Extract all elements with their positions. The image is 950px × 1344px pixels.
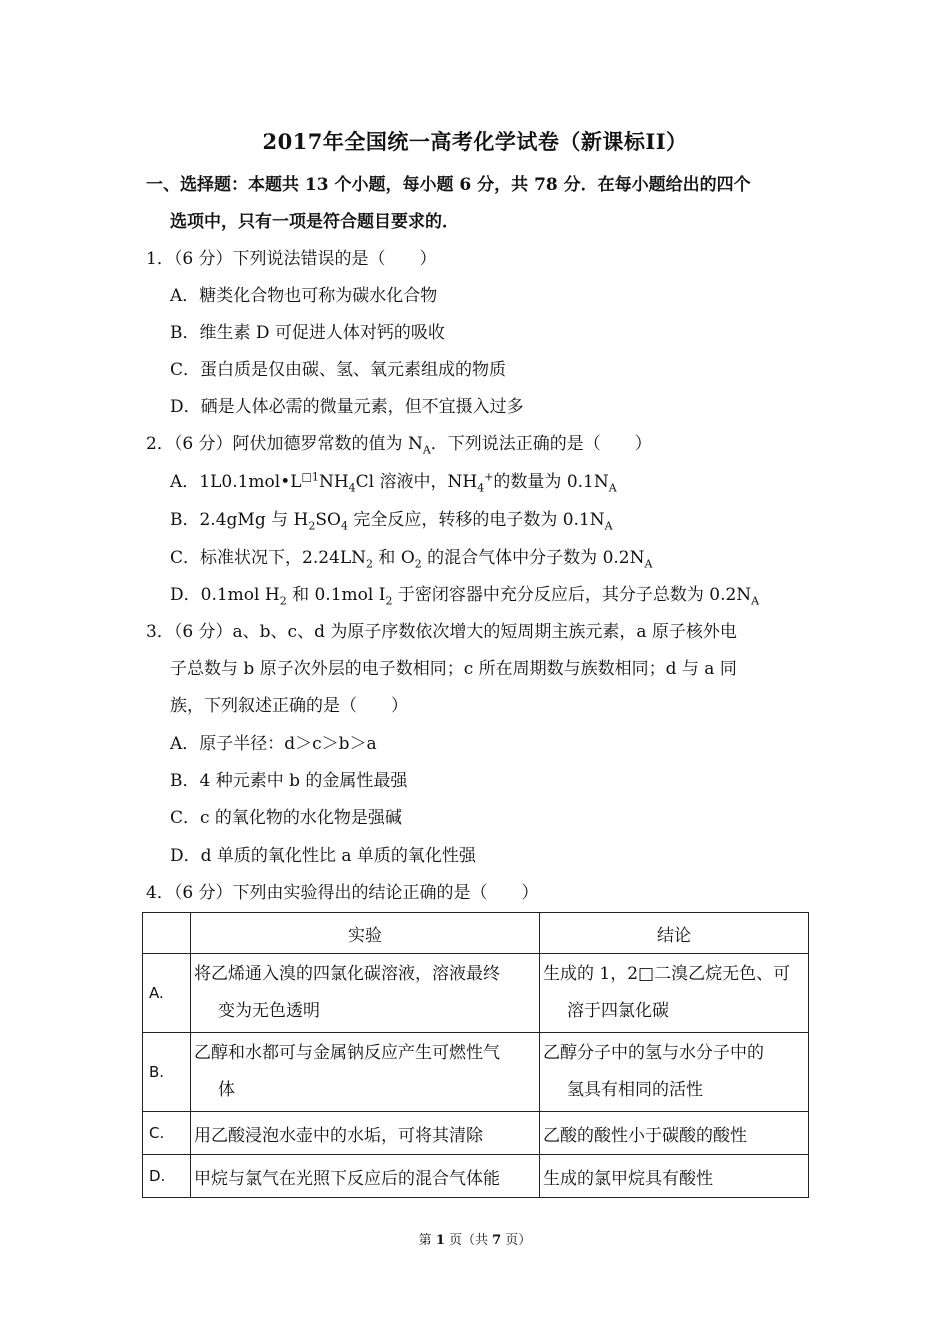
q1-option-b: B．维生素 D 可促进人体对钙的吸收 (170, 323, 445, 343)
conclusion-cell: 生成的 1，2□二溴乙烷无色、可 溶于四氯化碳 (540, 954, 809, 1033)
row-label: D. (143, 1155, 191, 1198)
page-footer: 第 1 页（共 7 页） (418, 1233, 532, 1248)
q2-option-d: D．0.1mol $H_2$ 和 0.1mol $I_2$ 于密闭容器中充分反应后，其分子总数为 $0.2N_A$ (170, 585, 760, 608)
table-header-blank (143, 913, 191, 954)
q3-stem-line3: 族，下列叙述正确的是（ ） (170, 696, 408, 716)
page-title: 2017年全国统一高考化学试卷（新课标II） (262, 129, 688, 154)
q1-option-d: D．硒是人体必需的微量元素，但不宜摄入过多 (170, 397, 524, 417)
experiment-cell: 甲烷与氯气在光照下反应后的混合气体能 (191, 1155, 540, 1198)
q4-stem: 4．（6 分）下列由实验得出的结论正确的是（ ） (146, 883, 539, 903)
experiment-cell: 乙醇和水都可与金属钠反应产生可燃性气 体 (191, 1033, 540, 1112)
q3-stem-line2: 子总数与 b 原子次外层的电子数相同；c 所在周期数与族数相同；d 与 a 同 (170, 659, 737, 679)
table-row (143, 1112, 809, 1155)
q3-option-c: C．c 的氧化物的水化物是强碱 (170, 808, 402, 828)
section-heading-line1: 一、选择题：本题共 13 个小题，每小题 6 分，共 78 分．在每小题给出的四个 (146, 175, 751, 195)
conclusion-cell: 生成的氯甲烷具有酸性 (540, 1155, 809, 1198)
q1-stem: 1．（6 分）下列说法错误的是（ ） (146, 249, 437, 269)
table-row (143, 954, 809, 1033)
row-label: B. (143, 1033, 191, 1112)
q1-option-c: C．蛋白质是仅由碳、氢、氧元素组成的物质 (170, 360, 507, 380)
row-label: A. (143, 954, 191, 1033)
table-row (143, 1033, 809, 1112)
q3-option-a: A．原子半径：d＞c＞b＞a (170, 734, 377, 754)
table-row (143, 1155, 809, 1198)
experiment-cell: 将乙烯通入溴的四氯化碳溶液，溶液最终 变为无色透明 (191, 954, 540, 1033)
conclusion-cell: 乙醇分子中的氢与水分子中的 氢具有相同的活性 (540, 1033, 809, 1112)
q1-option-a: A．糖类化合物也可称为碳水化合物 (170, 286, 438, 306)
q2-option-b: B．2.4gMg 与 $H_2SO_4$ 完全反应，转移的电子数为 $0.1N_A$ (170, 510, 613, 533)
q2-option-c: C．标准状况下，$2.24LN_2$ 和 $O_2$ 的混合气体中分子数为 $0.2N_A$ (170, 548, 653, 571)
table-header-conclusion: 结论 (540, 913, 809, 954)
q3-option-b: B．4 种元素中 b 的金属性最强 (170, 771, 408, 791)
q2-option-a: A．$1L0.1mol•L^{□1}NH_4Cl$ 溶液中，$NH_4^+$的数量为 $0.1N_A$ (170, 470, 617, 495)
experiment-cell: 用乙酸浸泡水壶中的水垢，可将其清除 (191, 1112, 540, 1155)
q3-stem-line1: 3．（6 分）a、b、c、d 为原子序数依次增大的短周期主族元素，a 原子核外电 (146, 622, 737, 642)
table-header-row (143, 913, 809, 954)
q4-table (142, 912, 809, 1198)
table-header-experiment: 实验 (191, 913, 540, 954)
row-label: C. (143, 1112, 191, 1155)
q2-stem: 2．（6 分）阿伏加德罗常数的值为 $N_A$．下列说法正确的是（ ） (146, 434, 652, 457)
section-heading-line2: 选项中，只有一项是符合题目要求的． (170, 212, 459, 232)
q3-option-d: D．d 单质的氧化性比 a 单质的氧化性强 (170, 846, 476, 866)
conclusion-cell: 乙酸的酸性小于碳酸的酸性 (540, 1112, 809, 1155)
